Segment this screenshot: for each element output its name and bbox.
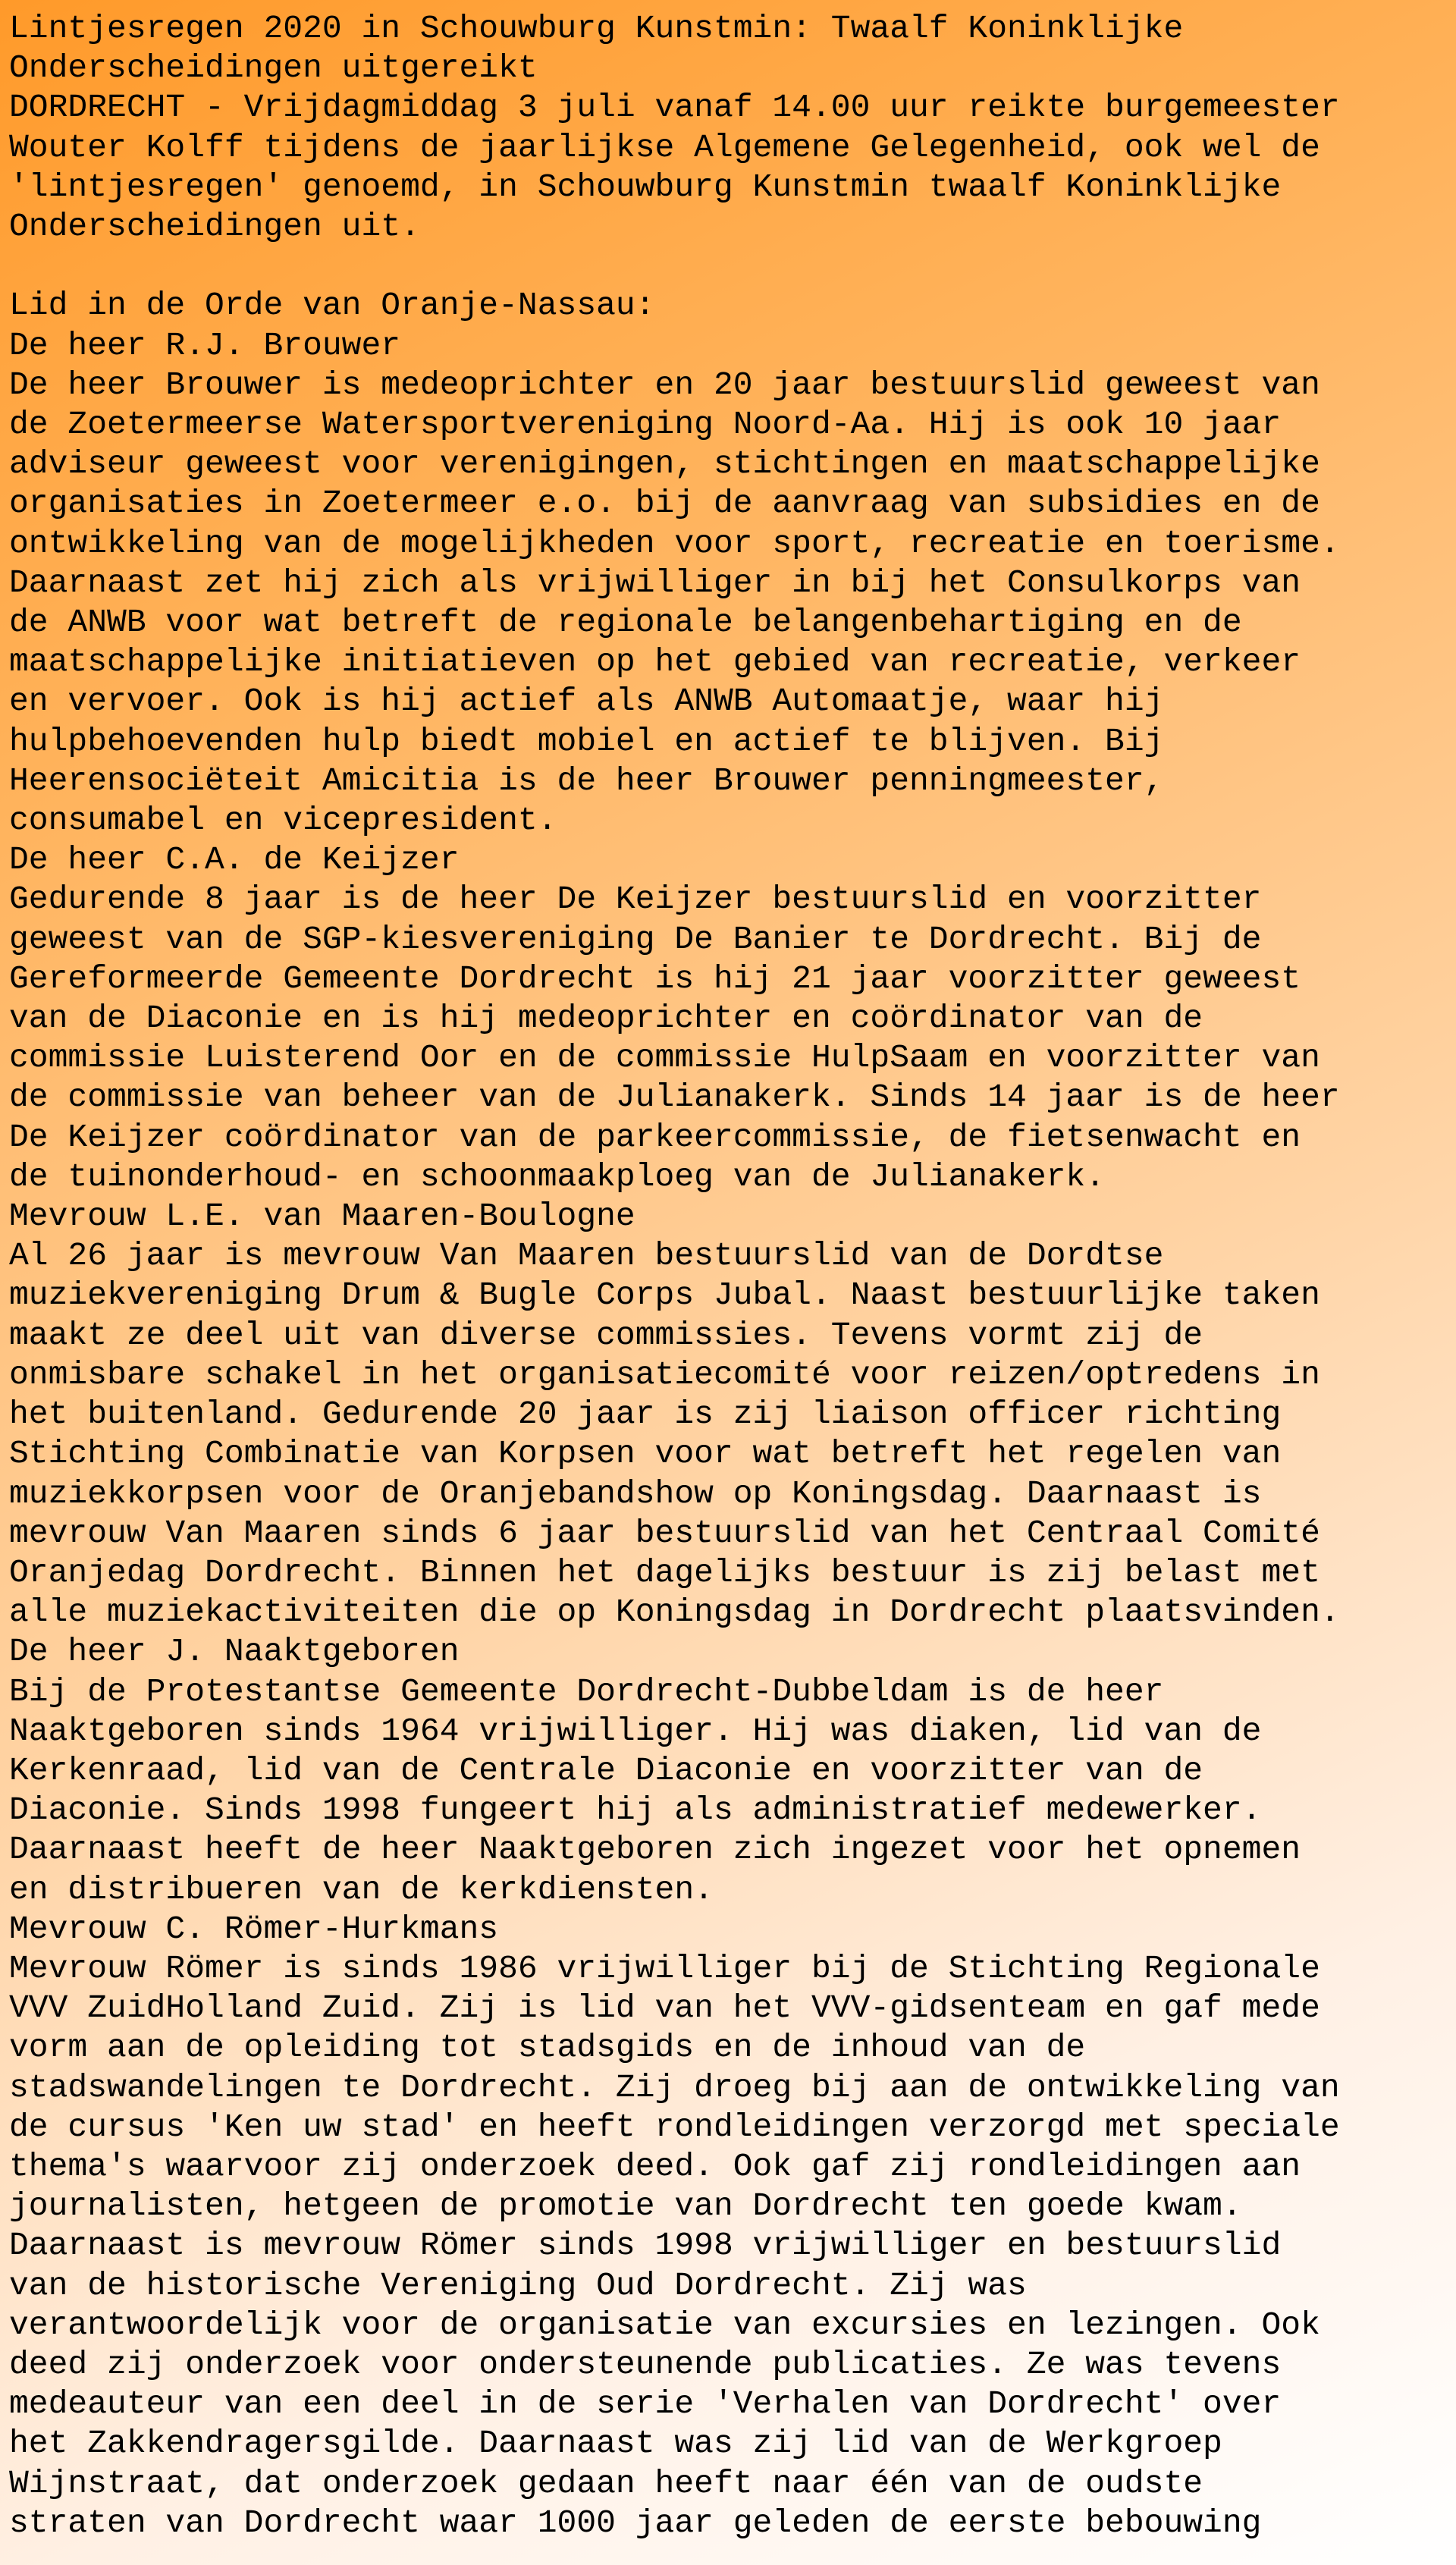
- person-description-line: Diaconie. Sinds 1998 fungeert hij als administratief medewerker.: [9, 1791, 1262, 1829]
- person-description-line: Wijnstraat, dat onderzoek gedaan heeft naar één van de oudste: [9, 2464, 1203, 2502]
- article-title: [9, 9, 1450, 88]
- person-description-line: van de historische Vereniging Oud Dordrecht. Zij was: [9, 2266, 1027, 2304]
- person-description-line: VVV ZuidHolland Zuid. Zij is lid van het VVV-gidsenteam en gaf mede: [9, 1989, 1320, 2027]
- intro-line: Onderscheidingen uit.: [9, 208, 420, 246]
- person-description-line: muziekkorpsen voor de Oranjebandshow op Koningsdag. Daarnaast is: [9, 1474, 1262, 1512]
- article-intro: [9, 88, 1450, 246]
- person-description-line: onmisbare schakel in het organisatiecomité voor reizen/optredens in: [9, 1355, 1320, 1393]
- person-description-line: ontwikkeling van de mogelijkheden voor sport, recreatie en toerisme.: [9, 524, 1340, 562]
- person-list: [9, 326, 1450, 2543]
- person-description-line: medeauteur van een deel in de serie 'Verhalen van Dordrecht' over: [9, 2385, 1282, 2423]
- person-description-line: straten van Dordrecht waar 1000 jaar geleden de eerste bebouwing: [9, 2504, 1262, 2541]
- person-description-line: Al 26 jaar is mevrouw Van Maaren bestuurslid van de Dordtse: [9, 1237, 1164, 1275]
- paragraph-spacer: [9, 246, 1450, 286]
- person-description-line: Oranjedag Dordrecht. Binnen het dagelijks bestuur is zij belast met: [9, 1553, 1320, 1591]
- person-description-line: thema's waarvoor zij onderzoek deed. Ook gaf zij rondleidingen aan: [9, 2147, 1301, 2185]
- person-name: Mevrouw L.E. van Maaren-Boulogne: [9, 1198, 635, 1235]
- person-description-line: Gereformeerde Gemeente Dordrecht is hij 21 jaar voorzitter geweest: [9, 959, 1301, 997]
- person-description-line: de Zoetermeerse Watersportvereniging Noord-Aa. Hij is ook 10 jaar: [9, 406, 1282, 444]
- intro-line: Wouter Kolff tijdens de jaarlijkse Algemene Gelegenheid, ook wel de: [9, 128, 1320, 166]
- person-description-line: stadswandelingen te Dordrecht. Zij droeg bij aan de ontwikkeling van: [9, 2068, 1340, 2106]
- person-description-line: De heer Brouwer is medeoprichter en 20 jaar bestuurslid geweest van: [9, 366, 1320, 403]
- person-description-line: adviseur geweest voor verenigingen, stichtingen en maatschappelijke: [9, 445, 1320, 483]
- person-description-line: verantwoordelijk voor de organisatie van excursies en lezingen. Ook: [9, 2306, 1320, 2344]
- person-description-line: alle muziekactiviteiten die op Koningsdag in Dordrecht plaatsvinden.: [9, 1593, 1340, 1631]
- person-description-line: de cursus 'Ken uw stad' en heeft rondleidingen verzorgd met speciale: [9, 2108, 1340, 2146]
- person-description-line: Gedurende 8 jaar is de heer De Keijzer bestuurslid en voorzitter: [9, 881, 1262, 918]
- person-description-line: maakt ze deel uit van diverse commissies. Tevens vormt zij de: [9, 1316, 1203, 1354]
- person-description-line: van de Diaconie en is hij medeoprichter en coördinator van de: [9, 1000, 1203, 1038]
- person-description-line: Daarnaast heeft de heer Naaktgeboren zich ingezet voor het opnemen: [9, 1831, 1301, 1869]
- person-description-line: de ANWB voor wat betreft de regionale belangenbehartiging en de: [9, 604, 1242, 642]
- person-description-line: maatschappelijke initiatieven op het gebied van recreatie, verkeer: [9, 643, 1301, 681]
- person-name: Mevrouw C. Römer-Hurkmans: [9, 1910, 499, 1948]
- person-description-line: commissie Luisterend Oor en de commissie HulpSaam en voorzitter van: [9, 1039, 1320, 1077]
- person-description-line: Bij de Protestantse Gemeente Dordrecht-Dubbeldam is de heer: [9, 1672, 1164, 1710]
- person-description-line: consumabel en vicepresident.: [9, 802, 557, 840]
- person-description-line: organisaties in Zoetermeer e.o. bij de aanvraag van subsidies en de: [9, 485, 1320, 523]
- person-description-line: het Zakkendragersgilde. Daarnaast was zij lid van de Werkgroep: [9, 2425, 1222, 2463]
- person-description-line: en distribueren van de kerkdiensten.: [9, 1870, 714, 1908]
- person-description-line: De Keijzer coördinator van de parkeercommissie, de fietsenwacht en: [9, 1118, 1301, 1156]
- person-entry: [9, 1197, 1450, 1632]
- person-description-line: en vervoer. Ook is hij actief als ANWB Automaatje, waar hij: [9, 683, 1164, 721]
- person-entry: [9, 1632, 1450, 1909]
- person-description-line: de tuinonderhoud- en schoonmaakploeg van de Julianakerk.: [9, 1157, 1106, 1195]
- person-description-line: mevrouw Van Maaren sinds 6 jaar bestuurslid van het Centraal Comité: [9, 1514, 1320, 1552]
- person-description-line: journalisten, hetgeen de promotie van Dordrecht ten goede kwam.: [9, 2187, 1242, 2225]
- person-name: De heer C.A. de Keijzer: [9, 841, 460, 879]
- person-description-line: hulpbehoevenden hulp biedt mobiel en actief te blijven. Bij: [9, 722, 1164, 760]
- person-description-line: Daarnaast is mevrouw Römer sinds 1998 vrijwilliger en bestuurslid: [9, 2227, 1282, 2265]
- person-description-line: Heerensociëteit Amicitia is de heer Brouwer penningmeester,: [9, 761, 1164, 799]
- person-description-line: vorm aan de opleiding tot stadsgids en de inhoud van de: [9, 2029, 1086, 2067]
- person-entry: [9, 840, 1450, 1197]
- person-description-line: Stichting Combinatie van Korpsen voor wat betreft het regelen van: [9, 1435, 1282, 1473]
- person-description-line: Kerkenraad, lid van de Centrale Diaconie en voorzitter van de: [9, 1751, 1203, 1789]
- person-entry: [9, 326, 1450, 841]
- person-description-line: muziekvereniging Drum & Bugle Corps Jubal. Naast bestuurlijke taken: [9, 1276, 1320, 1314]
- person-description-line: het buitenland. Gedurende 20 jaar is zij liaison officer richting: [9, 1396, 1282, 1433]
- person-description-line: Mevrouw Römer is sinds 1986 vrijwilliger bij de Stichting Regionale: [9, 1949, 1320, 1987]
- title-line: Lintjesregen 2020 in Schouwburg Kunstmin: Twaalf Koninklijke: [9, 10, 1184, 47]
- person-description-line: deed zij onderzoek voor ondersteunende publicaties. Ze was tevens: [9, 2345, 1282, 2383]
- person-entry: [9, 1910, 1450, 2543]
- person-description-line: Naaktgeboren sinds 1964 vrijwilliger. Hij was diaken, lid van de: [9, 1712, 1262, 1750]
- title-line: Onderscheidingen uitgereikt: [9, 49, 538, 87]
- person-description-line: de commissie van beheer van de Julianakerk. Sinds 14 jaar is de heer: [9, 1078, 1340, 1116]
- person-description-line: Daarnaast zet hij zich als vrijwilliger in bij het Consulkorps van: [9, 564, 1301, 601]
- intro-line: 'lintjesregen' genoemd, in Schouwburg Kunstmin twaalf Koninklijke: [9, 168, 1282, 206]
- section-heading: Lid in de Orde van Oranje-Nassau:: [9, 287, 655, 325]
- intro-line: DORDRECHT - Vrijdagmiddag 3 juli vanaf 14.00 uur reikte burgemeester: [9, 89, 1340, 127]
- person-name: De heer R.J. Brouwer: [9, 326, 401, 364]
- person-description-line: geweest van de SGP-kiesvereniging De Banier te Dordrecht. Bij de: [9, 920, 1262, 958]
- person-name: De heer J. Naaktgeboren: [9, 1633, 460, 1671]
